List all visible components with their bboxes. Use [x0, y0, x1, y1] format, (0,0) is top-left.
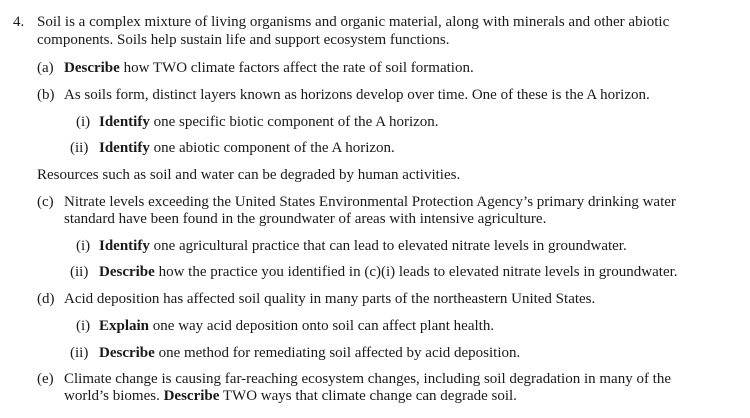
part-c-i-text: one agricultural practice that can lead to elevated nitrate levels in groundwater.: [149, 238, 627, 254]
part-b-ii-text: one abiotic component of the A horizon.: [149, 140, 395, 156]
resources-statement: [37, 166, 460, 184]
part-b-ii-body: [99, 139, 395, 157]
part-c-ii-verb: Describe: [99, 264, 155, 280]
part-d-ii-text: one method for remediating soil affected by acid deposition.: [154, 345, 521, 361]
question-intro-line1: [37, 13, 669, 31]
part-c-ii: [70, 263, 88, 281]
part-b-i-body: [99, 113, 439, 131]
intro-text-2: components. Soils help sustain life and support ecosystem functions.: [37, 32, 450, 48]
part-d-i-body: [99, 317, 494, 335]
part-e-body-line1: [64, 370, 671, 388]
part-e-text-2-post: TWO ways that climate change can degrade soil.: [219, 388, 517, 404]
part-e-label: (e): [37, 371, 54, 387]
part-b-ii-label: (ii): [70, 140, 89, 156]
part-d-body: [64, 290, 595, 308]
part-c-body-line1: [64, 193, 676, 211]
part-c-i-verb: Identify: [99, 238, 150, 254]
part-d-text: Acid deposition has affected soil quality in many parts of the northeastern United States.: [64, 291, 596, 307]
part-e-text-2-pre: world’s biomes.: [64, 388, 164, 404]
part-b-i-verb: Identify: [99, 114, 150, 130]
part-c-ii-text: how the practice you identified in (c)(i) leads to elevated nitrate levels in groundwater.: [154, 264, 678, 280]
part-a-body: [64, 59, 474, 77]
part-b: [37, 86, 55, 104]
question-number-label: 4.: [13, 14, 25, 30]
part-c-text-1: Nitrate levels exceeding the United States Environmental Protection Agency’s primary drinking water: [64, 194, 676, 210]
part-c: [37, 193, 54, 211]
part-d: [37, 290, 55, 308]
intro-text-1: Soil is a complex mixture of living organisms and organic material, along with minerals and other abiotic: [37, 14, 670, 30]
part-d-i: [76, 317, 90, 335]
part-b-i: [76, 113, 90, 131]
part-a-verb: Describe: [64, 60, 120, 76]
part-c-i-body: [99, 237, 627, 255]
part-d-i-text: one way acid deposition onto soil can affect plant health.: [149, 318, 495, 334]
part-d-label: (d): [37, 291, 55, 307]
part-b-label: (b): [37, 87, 55, 103]
part-d-ii-verb: Describe: [99, 345, 155, 361]
part-e: [37, 370, 54, 388]
part-a-label: (a): [37, 60, 54, 76]
part-a: [37, 59, 54, 77]
part-c-ii-body: [99, 263, 678, 281]
resources-text: Resources such as soil and water can be degraded by human activities.: [37, 167, 461, 183]
part-b-i-label: (i): [76, 114, 91, 130]
part-b-text: As soils form, distinct layers known as horizons develop over time. One of these is the A horizon.: [64, 87, 650, 103]
part-d-i-verb: Explain: [99, 318, 150, 334]
part-d-ii-label: (ii): [70, 345, 89, 361]
part-d-ii: [70, 344, 88, 362]
part-b-ii: [70, 139, 88, 157]
question-intro-line2: [37, 31, 449, 49]
part-c-label: (c): [37, 194, 54, 210]
part-d-ii-body: [99, 344, 520, 362]
question-number: [13, 13, 24, 31]
part-b-body: [64, 86, 650, 104]
part-c-text-2: standard have been found in the groundwater of areas with intensive agriculture.: [64, 211, 547, 227]
part-c-i-label: (i): [76, 238, 91, 254]
part-e-verb: Describe: [163, 388, 220, 404]
part-d-i-label: (i): [76, 318, 91, 334]
part-e-body-line2: [64, 387, 517, 405]
part-c-body-line2: [64, 210, 546, 228]
part-b-i-text: one specific biotic component of the A horizon.: [149, 114, 439, 130]
part-c-i: [76, 237, 90, 255]
part-c-ii-label: (ii): [70, 264, 89, 280]
part-a-text: how TWO climate factors affect the rate of soil formation.: [119, 60, 474, 76]
part-b-ii-verb: Identify: [99, 140, 150, 156]
part-e-text-1: Climate change is causing far-reaching ecosystem changes, including soil degradation in many of the: [64, 371, 672, 387]
